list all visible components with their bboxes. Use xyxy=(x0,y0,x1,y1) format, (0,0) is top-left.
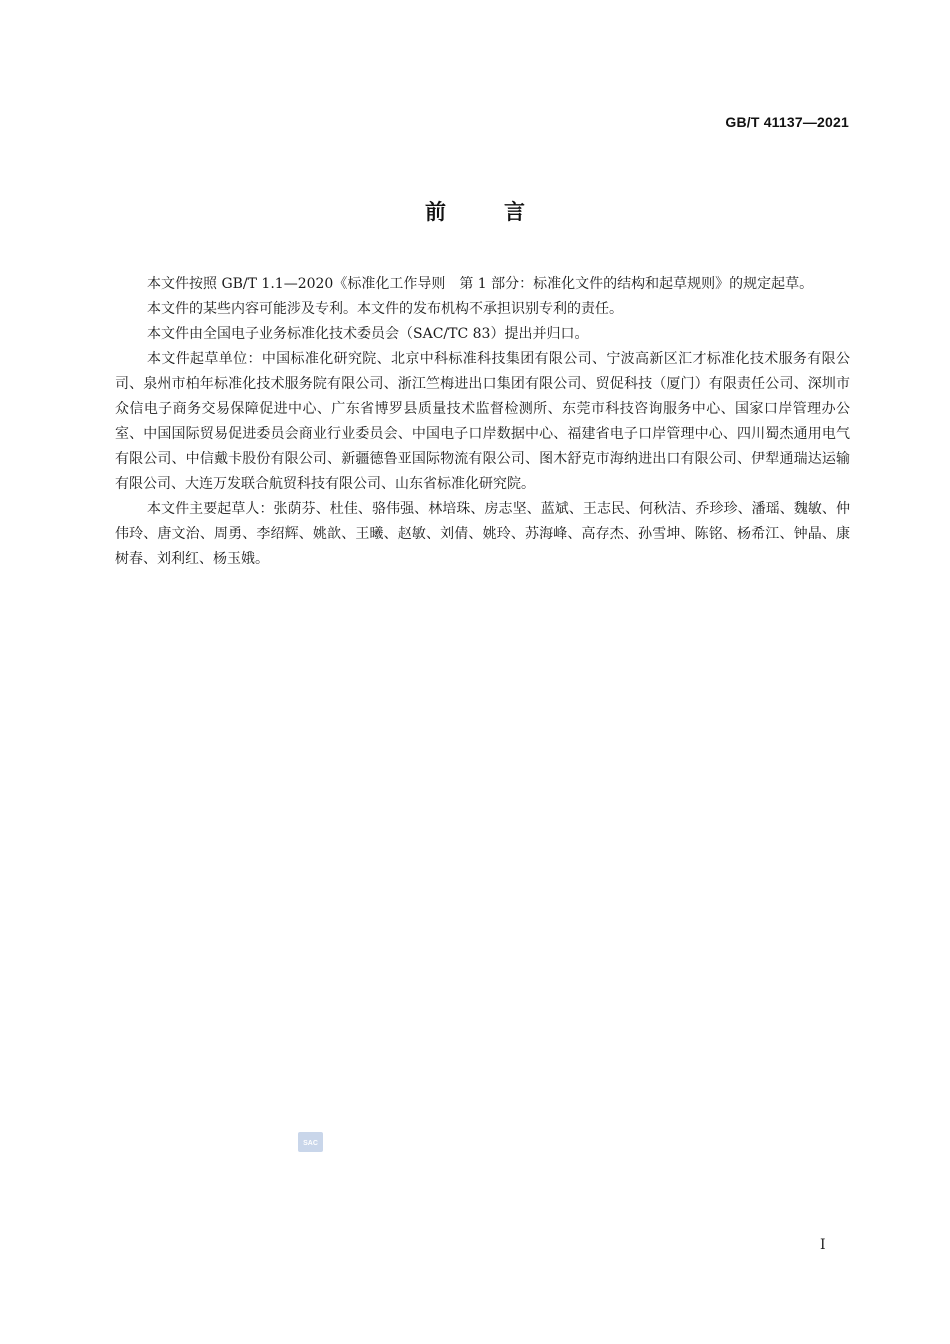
paragraph-patent-notice: 本文件的某些内容可能涉及专利。本文件的发布机构不承担识别专利的责任。 xyxy=(147,301,623,317)
paragraph-drafting-rules: 本文件按照 GB/T 1.1—2020《标准化工作导则 第 1 部分：标准化文件的结构和起草规则》的规定起草。 xyxy=(147,276,814,292)
paragraph-proposer: 本文件由全国电子业务标准化技术委员会（SAC/TC 83）提出并归口。 xyxy=(147,326,589,342)
foreword-body xyxy=(115,272,850,572)
sac-logo-icon xyxy=(298,1132,323,1152)
svg-text:SAC: SAC xyxy=(303,1140,318,1147)
page-number: I xyxy=(820,1237,826,1253)
page-title: 前言 xyxy=(425,200,583,224)
paragraph-drafting-units: 本文件起草单位：中国标准化研究院、北京中科标准科技集团有限公司、宁波高新区汇才标准化技术服务有限公司、泉州市柏年标准化技术服务院有限公司、浙江竺梅进出口集团有限公司、贸促科技（厦门）有限责任公司、深圳市众信电子商务交易保障促进中心、广东省博罗县质量技术监督检测所、东莞市科技咨询服务中心、国家口岸管理办公室、中国国际贸易促进委员会商业行业委员会、中国电子口岸数据中心、福建省电子口岸管理中心、四川蜀杰通用电气有限公司、中信戴卡股份有限公司、新疆德鲁亚国际物流有限公司、图木舒克市海纳进出口有限公司、伊犁通瑞达运输有限公司、大连万发联合航贸科技有限公司、山东省标准化研究院。 xyxy=(115,351,850,492)
standard-number: GB/T 41137—2021 xyxy=(725,114,849,130)
paragraph-drafters: 本文件主要起草人：张荫芬、杜佳、骆伟强、林培珠、房志坚、蓝斌、王志民、何秋洁、乔珍珍、潘瑶、魏敏、仲伟玲、唐文治、周勇、李绍辉、姚歆、王曦、赵敏、刘倩、姚玲、苏海峰、高存杰、孙雪坤、陈铭、杨希江、钟晶、康树春、刘利红、杨玉娥。 xyxy=(115,501,850,567)
sac-watermark-logo xyxy=(298,1132,323,1152)
